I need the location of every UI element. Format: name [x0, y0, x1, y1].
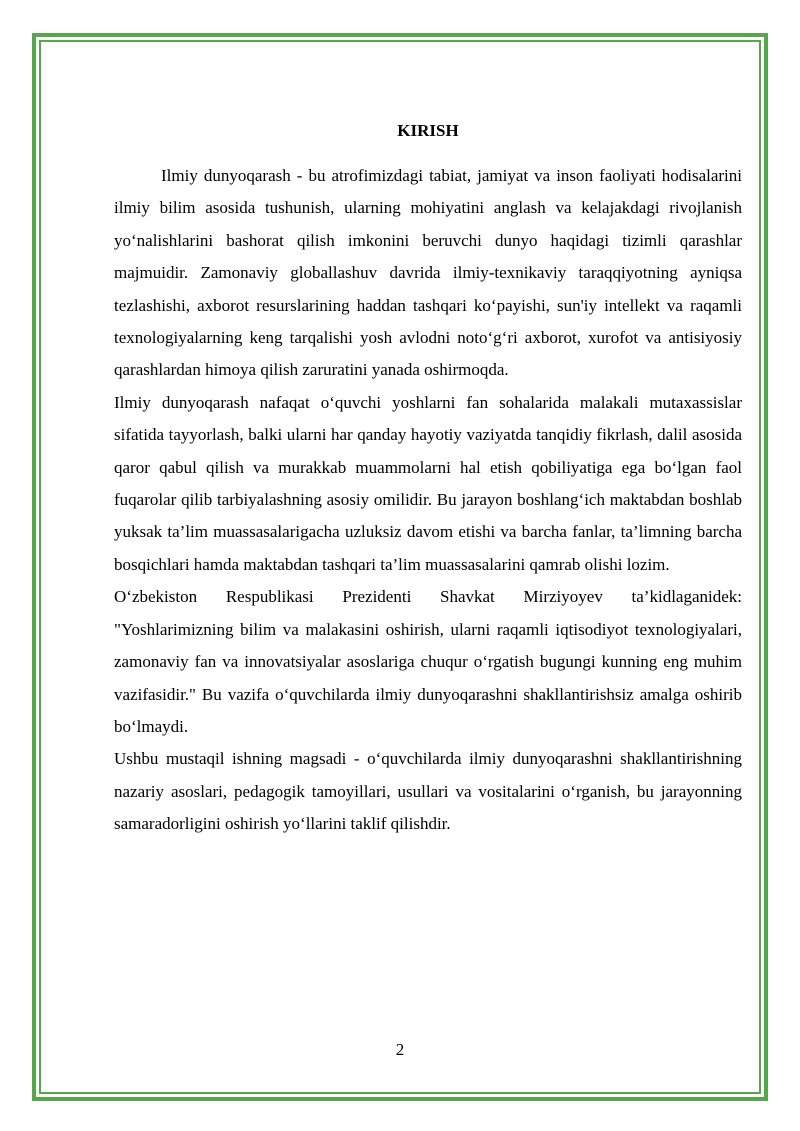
- document-title: KIRISH: [397, 121, 459, 140]
- page-number: 2: [395, 1040, 405, 1059]
- paragraph-president-quote: Oʻzbekiston Respublikasi Prezidenti Shavkat Mirziyoyev ta’kidlaganidek: "Yoshlarimizning bilim va malakasini oshirish, ularni raqamli iqtisodiyot texnologiyalari, zamonaviy fan va innovatsiyalar asoslariga chuqur oʻrgatish bugungi kunning eng muhim vazifasidir." Bu vazifa oʻquvchilarda ilmiy dunyoqarashni shakllantirishsiz amalga oshirib boʻlmaydi.: [114, 587, 742, 736]
- paragraph-purpose: Ushbu mustaqil ishning magsadi - oʻquvchilarda ilmiy dunyoqarashni shakllantirishning nazariy asoslari, pedagogik tamoyillari, usullari va vositalarini oʻrganish, bu jarayonning samaradorligini oshirish yoʻllarini taklif qilishdir.: [114, 749, 742, 834]
- page-content: [114, 118, 742, 841]
- paragraph-scientific-worldview: Ilmiy dunyoqarash nafaqat oʻquvchi yoshlarni fan sohalarida malakali mutaxassislar sifatida tayyorlash, balki ularni har qanday hayotiy vaziyatda tanqidiy fikrlash, dalil asosida qaror qabul qilish va murakkab muammolarni hal etish qobiliyatiga ega boʻlgan faol fuqarolar qilib tarbiyalashning asosiy omilidir. Bu jarayon boshlangʻich maktabdan boshlab yuksak ta’lim muassasalarigacha uzluksiz davom etishi va barcha fanlar, ta’limning barcha bosqichlari hamda maktabdan tashqari ta’lim muassasalarini qamrab olishi lozim.: [114, 392, 742, 574]
- paragraph-intro: Ilmiy dunyoqarash - bu atrofimizdagi tabiat, jamiyat va inson faoliyati hodisalarini ilmiy bilim asosida tushunish, ularning mohiyatini anglash va kelajakdagi rivojlanish yoʻnalishlarini bashorat qilish imkonini beruvchi dunyo haqidagi tizimli qarashlar majmuidir. Zamonaviy globallashuv davrida ilmiy-texnikaviy taraqqiyotning ayniqsa tezlashishi, axborot resurslarining haddan tashqari koʻpayishi, sun'iy intellekt va raqamli texnologiyalarning keng tarqalishi yosh avlodni notoʻgʻri axborot, xurofot va antisiyosiy qarashlardan himoya qilish zaruratini yanada oshirmoqda.: [114, 166, 742, 380]
